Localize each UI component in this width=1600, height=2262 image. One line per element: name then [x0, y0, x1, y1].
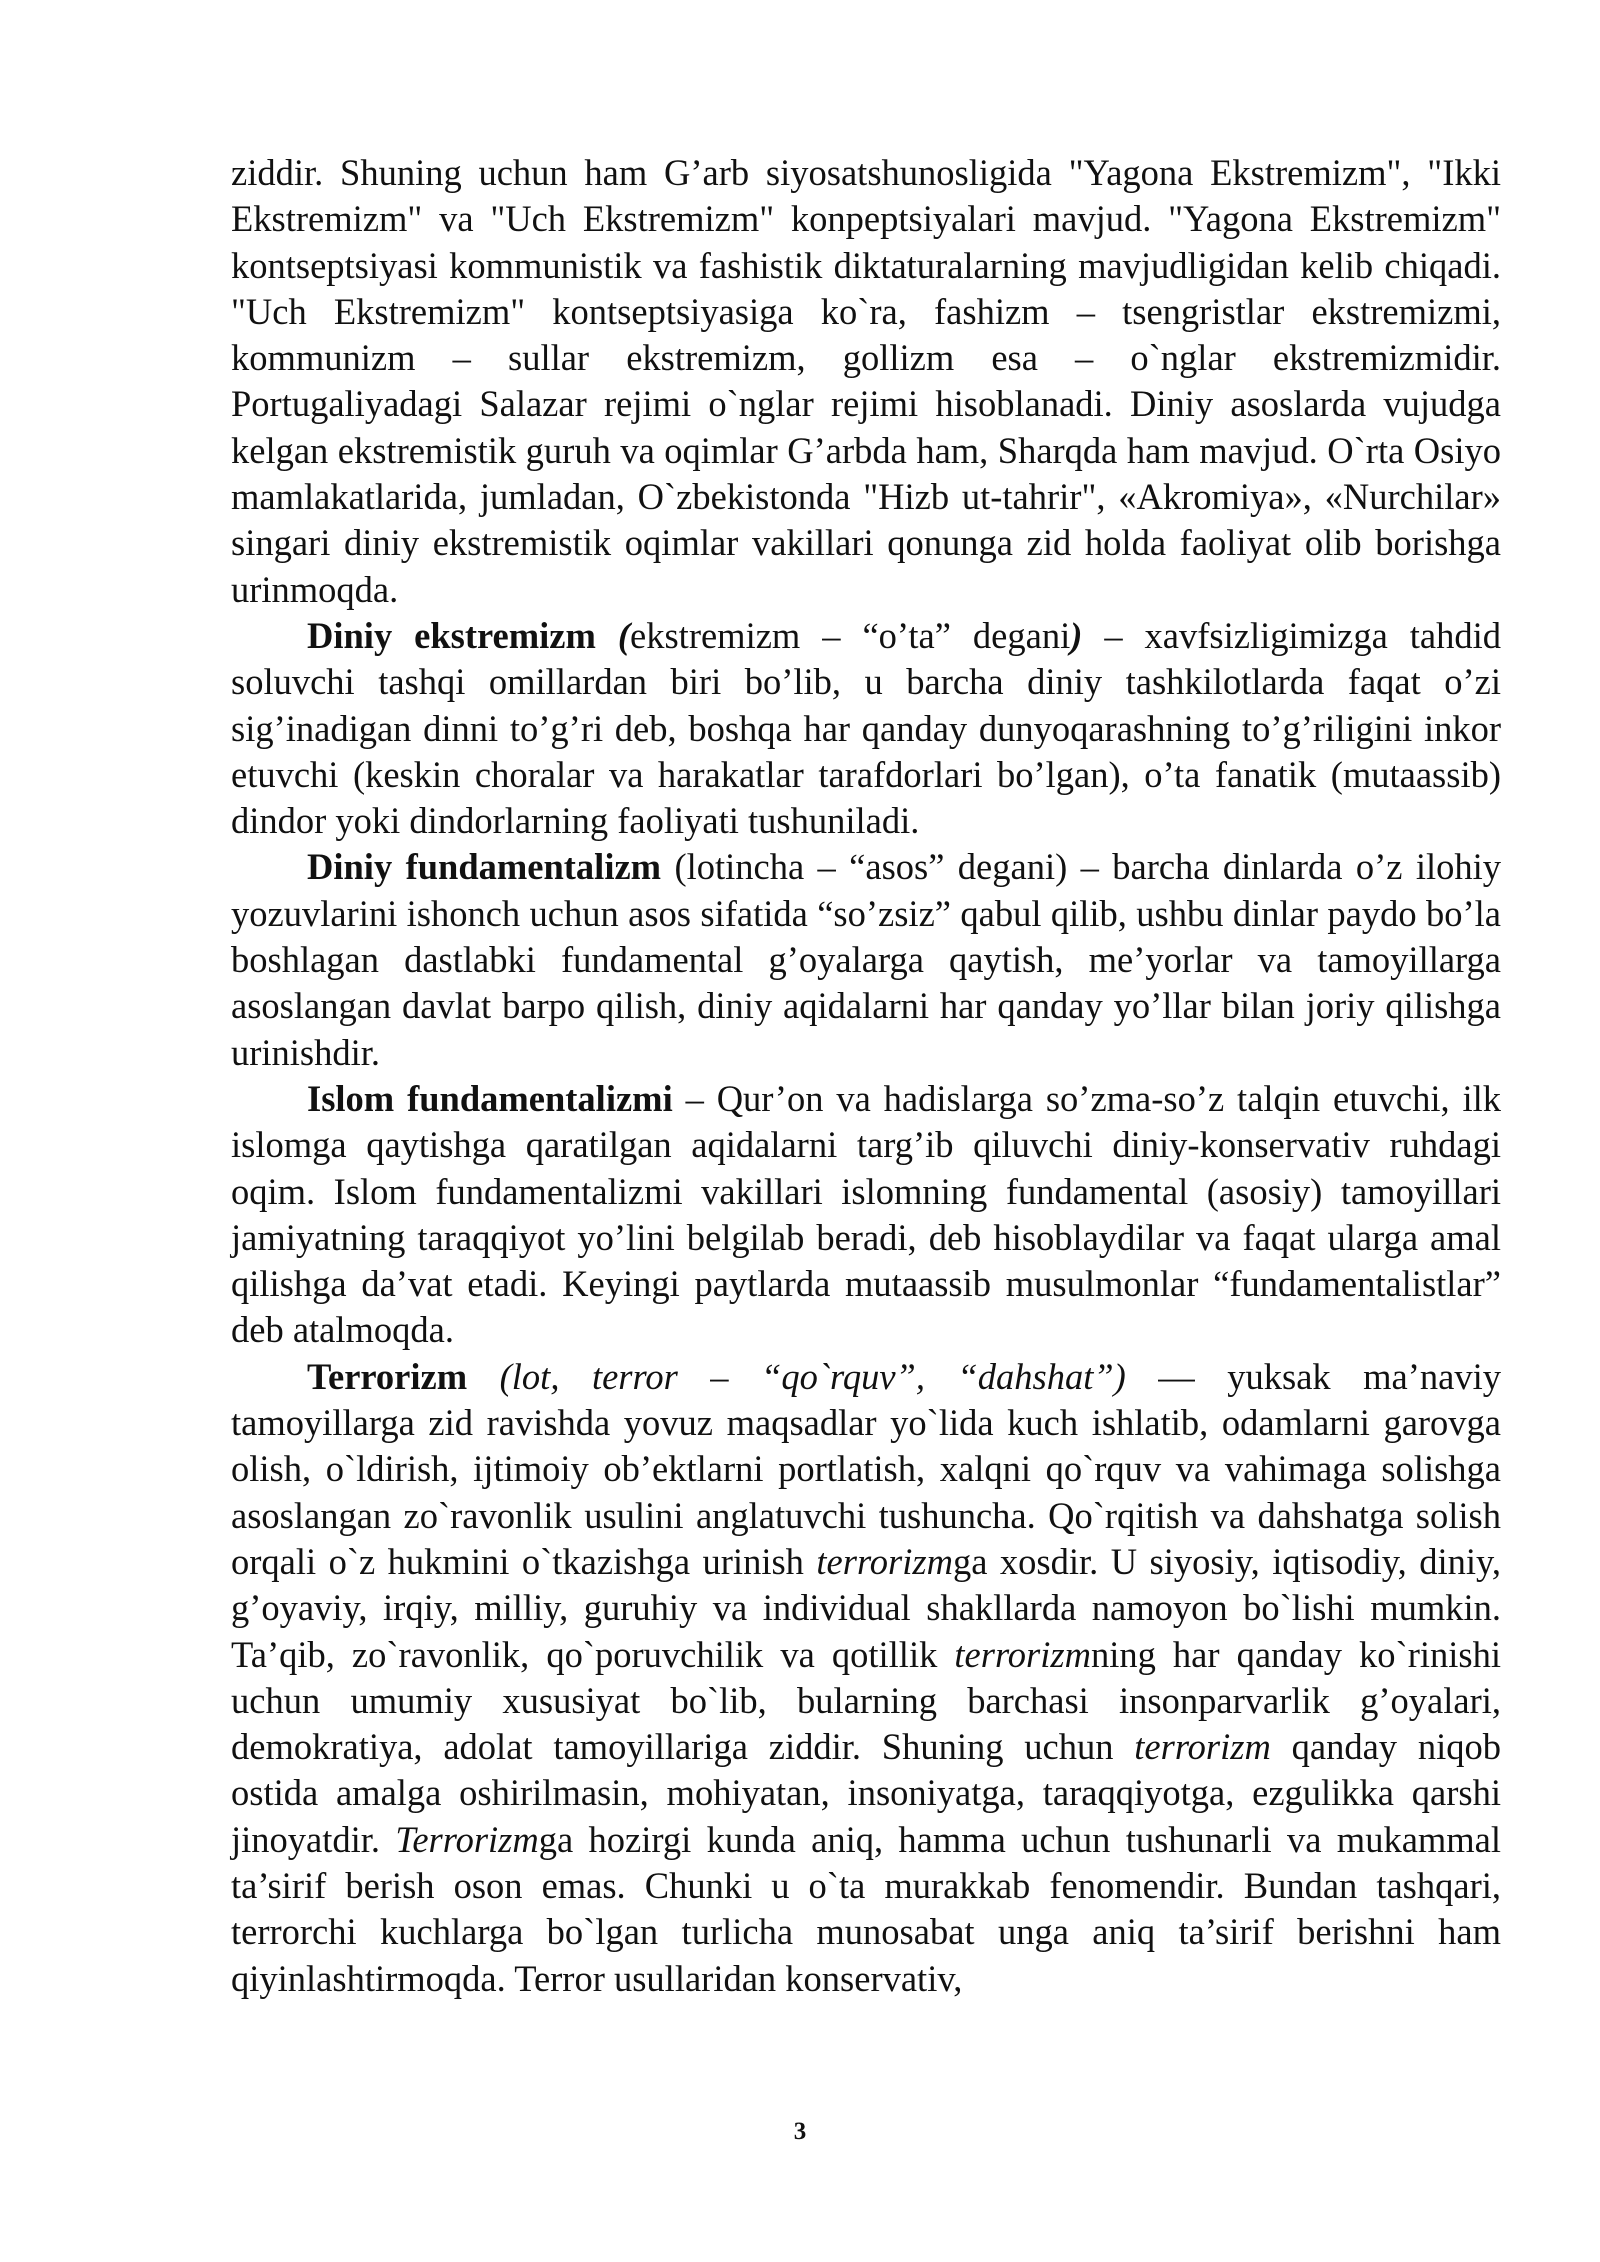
body-text — [467, 1356, 500, 1397]
italic-text: (lot, terror – “qo`rquv”, “dahshat”) — [499, 1355, 1126, 1397]
body-text: – xavfsizligimizga tahdid soluvchi tashqi omillardan biri bo’lib, u barcha diniy tashkilotlarda faqat o’zi sig’inadigan dinni to’g’ri deb, boshqa har qanday dunyoqarashning to’g’riligini inkor etuvchi (keskin choralar va harakatlar tarafdorlari bo’lgan), o’ta fanatik (mutaassib) dindor yoki dindorlarning faoliyati tushuniladi. — [231, 614, 1501, 842]
page-number: 3 — [793, 2118, 807, 2145]
body-text: ga xosdir. U siyosiy, iqtisodiy, diniy, g’oyaviy, irqiy, milliy, guruhiy va individual shakllarda namoyon bo`lishi mumkin. Ta’qib, zo`ravonlik, qo`poruvchilik va qotillik — [231, 1540, 1501, 1675]
bold-italic-text: ) — [1070, 614, 1083, 656]
body-text: ning har qanday ko`rinishi uchun umumiy xususiyat bo`lib, bularning barchasi insonparvarlik g’oyalari, demokratiya, adolat tamoyillariga ziddir. Shuning uchun — [231, 1633, 1501, 1768]
document-page — [231, 150, 1501, 2002]
body-text: qanday niqob ostida amalga oshirilmasin, mohiyatan, insoniyatga, taraqqiyotga, ezgulikka qarshi jinoyatdir. — [231, 1726, 1501, 1860]
term-heading: Terrorizm — [307, 1355, 468, 1397]
body-text: (lotincha – “asos” degani) – barcha dinlarda o’z ilohiy yozuvlarini ishonch uchun asos sifatida “so’zsiz” qabul qilib, ushbu dinlar paydo bo’la boshlagan dastlabki fundamental g’oyalarga qaytish, me’yorlar va tamoyillarga asoslangan davlat barpo qilish, diniy aqidalarni har qanday yo’llar bilan joriy qilishga urinishdir. — [231, 846, 1501, 1073]
term-heading: Diniy fundamentalizm — [307, 846, 662, 888]
paragraph-diniy-fundamentalizm — [231, 844, 1501, 1075]
body-text: ekstremizm – “o’ta” degani — [630, 614, 1071, 656]
italic-text: terrorizm — [816, 1540, 953, 1582]
bold-italic-text: ( — [617, 614, 631, 656]
italic-text: Terrorizm — [395, 1818, 539, 1860]
paragraph-islom-fundamentalizmi — [231, 1076, 1501, 1354]
paragraph-terrorizm — [231, 1354, 1501, 2002]
term-heading: Islom fundamentalizmi — [307, 1077, 673, 1119]
paragraph-diniy-ekstremizm — [231, 613, 1501, 844]
body-text: – Qur’on va hadislarga so’zma-so’z talqin etuvchi, ilk islomga qaytishga qaratilgan aqidalarni targ’ib qiluvchi diniy-konservativ ruhdagi oqim. Islom fundamentalizmi vakillari islomning fundamental (asosiy) tamoyillari jamiyatning taraqqiyot yo’lini belgilab beradi, deb hisoblaydilar va faqat ularga amal qilishga da’vat etadi. Keyingi paytlarda mutaassib musulmonlar “fundamentalistlar” deb atalmoqda. — [231, 1077, 1501, 1351]
italic-text: terrorizm — [954, 1633, 1091, 1675]
body-text: — yuksak ma’naviy tamoyillarga zid ravishda yovuz maqsadlar yo`lida kuch ishlatib, odamlarni garovga olish, o`ldirish, ijtimoiy ob’ektlarni portlatish, xalqni qo`rquv va vahimaga solishga asoslangan zo`ravonlik usulini anglatuvchi tushuncha. Qo`rqitish va dahshatga solish orqali o`z hukmini o`tkazishga urinish — [231, 1355, 1502, 1582]
italic-text: terrorizm — [1134, 1726, 1271, 1768]
paragraph-intro-continuation — [231, 150, 1501, 613]
body-text: ziddir. Shuning uchun ham G’arb siyosatshunosligida "Yagona Ekstremizm", "Ikki Ekstremizm" va "Uch Ekstremizm" konpeptsiyalari mavjud. "Yagona Ekstremizm" kontseptsiyasi kommunistik va fashistik diktaturalarning mavjudligidan kelib chiqadi. "Uch Ekstremizm" kontseptsiyasiga ko`ra, fashizm – tsengristlar ekstremizmi, kommunizm – sullar ekstremizm, gollizm esa – o`nglar ekstremizmidir. Portugaliyadagi Salazar rejimi o`nglar rejimi hisoblanadi. Diniy asoslarda vujudga kelgan ekstremistik guruh va oqimlar G’arbda ham, Sharqda ham mavjud. O`rta Osiyo mamlakatlarida, jumladan, O`zbekistonda "Hizb ut-tahrir", «Akromiya», «Nurchilar» singari diniy ekstremistik oqimlar vakillari qonunga zid holda faoliyat olib borishga urinmoqda. — [231, 152, 1501, 610]
body-text: ga hozirgi kunda aniq, hamma uchun tushunarli va mukammal ta’sirif berish oson emas. Chunki u o`ta murakkab fenomendir. Bundan tashqari, terrorchi kuchlarga bo`lgan turlicha munosabat unga aniq ta’sirif berishni ham qiyinlashtirmoqda. Terror usullaridan konservativ, — [231, 1818, 1502, 1999]
term-heading: Diniy ekstremizm — [307, 614, 618, 656]
document-body — [231, 150, 1501, 2002]
